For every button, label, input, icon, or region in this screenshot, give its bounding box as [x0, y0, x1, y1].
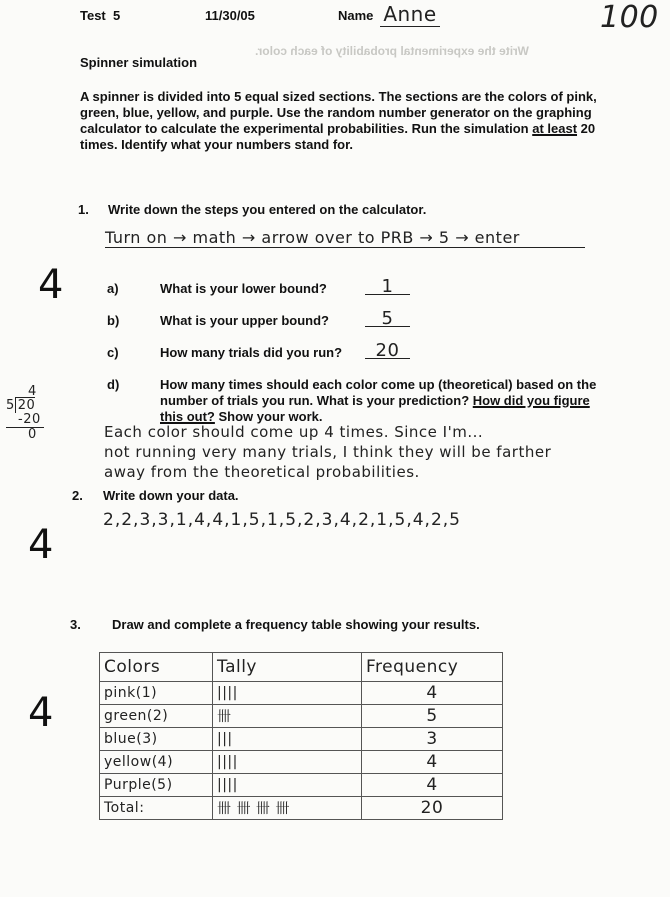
q1d-label: d)	[107, 377, 120, 392]
q1a-answer: 1	[365, 276, 410, 295]
grade-score: 100	[600, 0, 659, 35]
q3-text: Draw and complete a frequency table showing your results.	[112, 617, 480, 632]
work-dividend: 20	[15, 397, 36, 413]
color-cell: yellow(4)	[100, 751, 213, 774]
q1d-answer-line: Each color should come up 4 times. Since I'm...	[104, 423, 484, 441]
q1a-label: a)	[107, 281, 119, 296]
tally-cell: ||||	[213, 774, 362, 797]
q1d-answer-line: not running very many trials, I think they will be farther	[104, 443, 552, 461]
work-subtract: -20	[6, 413, 44, 428]
q1d-answer-line: away from the theoretical probabilities.	[104, 463, 420, 481]
q1-score: 4	[38, 262, 64, 308]
header-tally: Tally	[213, 653, 362, 682]
header-frequency: Frequency	[362, 653, 503, 682]
tally-cell: 卌 卌 卌 卌	[213, 797, 362, 820]
q1c-question: How many trials did you run?	[160, 345, 343, 360]
frequency-cell: 4	[362, 751, 503, 774]
table-row	[100, 797, 503, 820]
q3-score: 4	[28, 690, 54, 736]
name-label: Name	[338, 8, 374, 23]
frequency-cell: 4	[362, 774, 503, 797]
work-quotient: 4	[28, 384, 37, 399]
tally-cell: |||	[213, 728, 362, 751]
work-remainder: 0	[28, 427, 37, 442]
page-title: Spinner simulation	[80, 55, 198, 70]
color-cell: Total:	[100, 797, 213, 820]
q1b-answer: 5	[365, 308, 410, 327]
tally-cell: ||||	[213, 682, 362, 705]
color-cell: pink(1)	[100, 682, 213, 705]
header-colors: Colors	[100, 653, 213, 682]
q1-answer: Turn on → math → arrow over to PRB → 5 → enter	[105, 228, 585, 248]
q1a-question: What is your lower bound?	[160, 281, 327, 296]
table-row	[100, 705, 503, 728]
work-divisor-row	[6, 399, 54, 413]
q1d-answer	[104, 422, 664, 482]
work-divisor: 5	[6, 398, 15, 413]
q1-number: 1.	[78, 202, 89, 217]
q1-text: Write down the steps you entered on the calculator.	[108, 202, 427, 217]
color-cell: blue(3)	[100, 728, 213, 751]
intro-paragraph: A spinner is divided into 5 equal sized sections. The sections are the colors of pink, green, blue, yellow, and purple. Use the random number generator on the graphing calculator to calculate the experimental probabilities. Run the simulation at least 20 times. Identify what your numbers stand for.	[80, 89, 597, 152]
table-row	[100, 751, 503, 774]
frequency-cell: 20	[362, 797, 503, 820]
q1d-question: How many times should each color come up (theoretical) based on the number of trials you run. What is your prediction? How did you figure this out? Show your work.	[160, 377, 597, 424]
frequency-cell: 4	[362, 682, 503, 705]
q1b-label: b)	[107, 313, 120, 328]
tally-cell: ||||	[213, 751, 362, 774]
q1b-question: What is your upper bound?	[160, 313, 329, 328]
frequency-cell: 5	[362, 705, 503, 728]
q2-text: Write down your data.	[103, 488, 239, 503]
tally-cell: 卌	[213, 705, 362, 728]
test-label: Test 5	[80, 8, 121, 23]
q2-score: 4	[28, 522, 54, 568]
color-cell: Purple(5)	[100, 774, 213, 797]
q2-number: 2.	[72, 488, 83, 503]
q1c-answer: 20	[365, 340, 410, 359]
q1c-label: c)	[107, 345, 119, 360]
q3-number: 3.	[70, 617, 81, 632]
student-name: Anne	[380, 2, 440, 27]
division-work	[6, 385, 54, 442]
bleed-through-text: Write the experimental probability of each color.	[255, 44, 529, 58]
frequency-cell: 3	[362, 728, 503, 751]
table-row	[100, 682, 503, 705]
table-row	[100, 728, 503, 751]
table-header-row	[100, 653, 503, 682]
test-date: 11/30/05	[205, 8, 255, 23]
color-cell: green(2)	[100, 705, 213, 728]
frequency-table	[99, 652, 503, 820]
table-row	[100, 774, 503, 797]
q2-answer: 2,2,3,3,1,4,4,1,5,1,5,2,3,4,2,1,5,4,2,5	[103, 510, 461, 530]
